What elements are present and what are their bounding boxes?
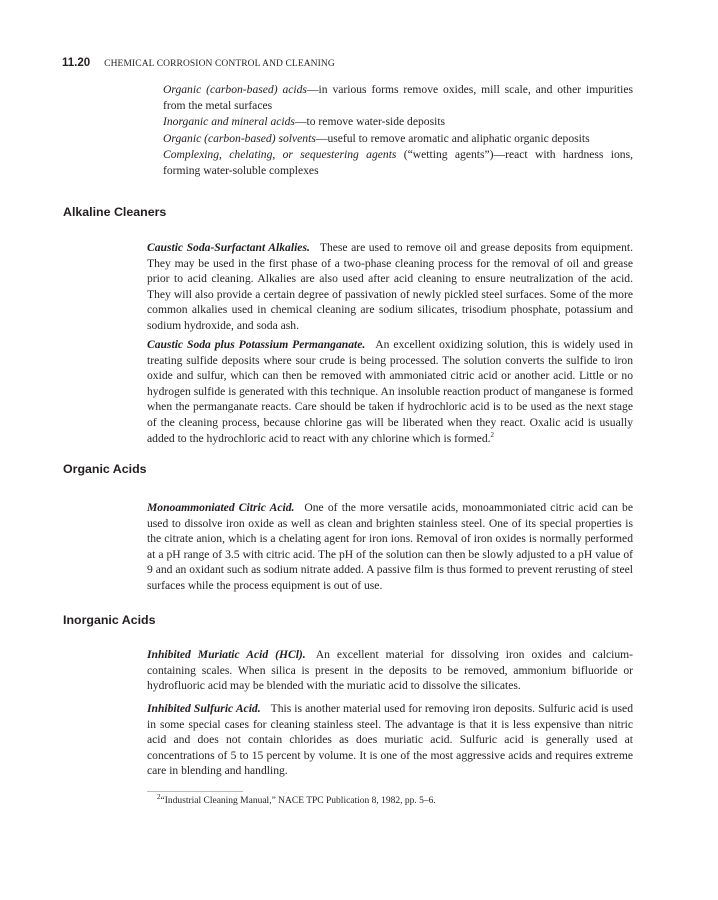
list-item-text: —in various forms remove oxides, mill scale, and other impurities from the metal surfaces bbox=[163, 83, 633, 112]
paragraph-inhibited-sulfuric-acid bbox=[147, 701, 633, 779]
paragraph-monoammoniated-citric-acid bbox=[147, 500, 633, 594]
section-heading-organic-acids: Organic Acids bbox=[63, 462, 147, 476]
paragraph-text: These are used to remove oil and grease deposits from equipment. They may be used in the first phase of a two-phase cleaning process for the removal of oil and grease prior to acid cleaning. Alkalies are also used after acid cleaning to ensure neutralization of the acid. They will also provide a certain degree of passivation of newly pickled steel surfaces. Some of the more common alkalies used in chemical cleaning are sodium silicates, trisodium phosphate, potassium and sodium hydroxide, and soda ash. bbox=[147, 241, 633, 332]
paragraph-text: An excellent material for dissolving iron oxides and calcium-containing scales. When silica is present in the deposits to be removed, ammonium bifluoride or hydrofluoric acid may be blended with the muriatic acid to dissolve the silicates. bbox=[147, 648, 633, 693]
footnote-text: “Industrial Cleaning Manual,” NACE TPC Publication 8, 1982, pp. 5–6. bbox=[160, 796, 436, 806]
paragraph-title: Inhibited Sulfuric Acid. bbox=[147, 702, 261, 715]
running-header bbox=[62, 53, 335, 71]
paragraph-text: An excellent oxidizing solution, this is widely used in treating sulfide deposits where sour crude is being processed. The solution converts the sulfide to iron oxide and sulfur, which can then be removed with ammoniated citric acid or another acid. Little or no hydrogen sulfide is generated with this technique. An insoluble reaction product of manganese is formed when the permanganate reacts. Care should be taken if hydrochloric acid is to be used as the next stage of the cleaning process, because chlorine gas will be liberated when they react. Oxalic acid is usually added to the hydrochloric acid to react with any chlorine which is formed. bbox=[147, 338, 633, 445]
list-item bbox=[163, 147, 633, 178]
list-item-term: Organic (carbon-based) acids bbox=[163, 83, 307, 96]
footnote-divider bbox=[147, 791, 243, 792]
paragraph-title: Monoammoniated Citric Acid. bbox=[147, 501, 295, 514]
paragraph-caustic-soda-surfactant bbox=[147, 240, 633, 334]
paragraph-caustic-soda-permanganate bbox=[147, 337, 633, 446]
page-number: 11.20 bbox=[62, 57, 91, 69]
list-item-text: —to remove water-side deposits bbox=[294, 115, 446, 129]
header-title: CHEMICAL CORROSION CONTROL AND CLEANING bbox=[104, 59, 335, 69]
section-heading-alkaline-cleaners: Alkaline Cleaners bbox=[63, 205, 167, 219]
list-item-term: Inorganic and mineral acids bbox=[163, 115, 295, 129]
footnote-reference: 2 bbox=[490, 430, 495, 439]
list-item-text: —useful to remove aromatic and aliphatic organic deposits bbox=[315, 131, 590, 145]
list-item-text: (“wetting agents”)—react with hardness ions, forming water-soluble complexes bbox=[163, 148, 633, 177]
paragraph-text: One of the more versatile acids, monoammoniated citric acid can be used to dissolve iron oxide as well as clean and brighten stainless steel. One of its special properties is the citrate anion, which is a chelating agent for iron ions. Removal of iron oxides is normally performed at a pH range of 3.5 with citric acid. The pH of the solution can then be slowly adjusted to a pH value of 9 and an oxidant such as sodium nitrate added. A passive film is thus formed to prevent rerusting of steel surfaces while the process equipment is out of use. bbox=[147, 501, 633, 592]
paragraph-title: Inhibited Muriatic Acid (HCl). bbox=[147, 648, 306, 661]
paragraph-text: This is another material used for removing iron deposits. Sulfuric acid is used in some special cases for cleaning stainless steel. The advantage is that it is less expensive than nitric acid and does not contain chlorides as does muriatic acid. Sulfuric acid is generally used at concentrations of 5 to 15 percent by volume. It is one of the most aggressive acids and requires extreme care in blending and handling. bbox=[147, 702, 633, 778]
list-item bbox=[163, 82, 633, 113]
list-item-term: Complexing, chelating, or sequestering agents bbox=[163, 148, 397, 162]
paragraph-title: Caustic Soda-Surfactant Alkalies. bbox=[147, 241, 310, 254]
paragraph-title: Caustic Soda plus Potassium Permanganate. bbox=[147, 338, 366, 351]
footnote bbox=[157, 792, 436, 806]
intro-list bbox=[163, 82, 633, 180]
list-item-term: Organic (carbon-based) solvents bbox=[163, 131, 316, 145]
section-heading-inorganic-acids: Inorganic Acids bbox=[63, 613, 156, 627]
list-item bbox=[163, 131, 633, 147]
paragraph-inhibited-muriatic-acid bbox=[147, 647, 633, 694]
list-item bbox=[163, 114, 633, 130]
footnote-number: 2 bbox=[157, 792, 161, 801]
